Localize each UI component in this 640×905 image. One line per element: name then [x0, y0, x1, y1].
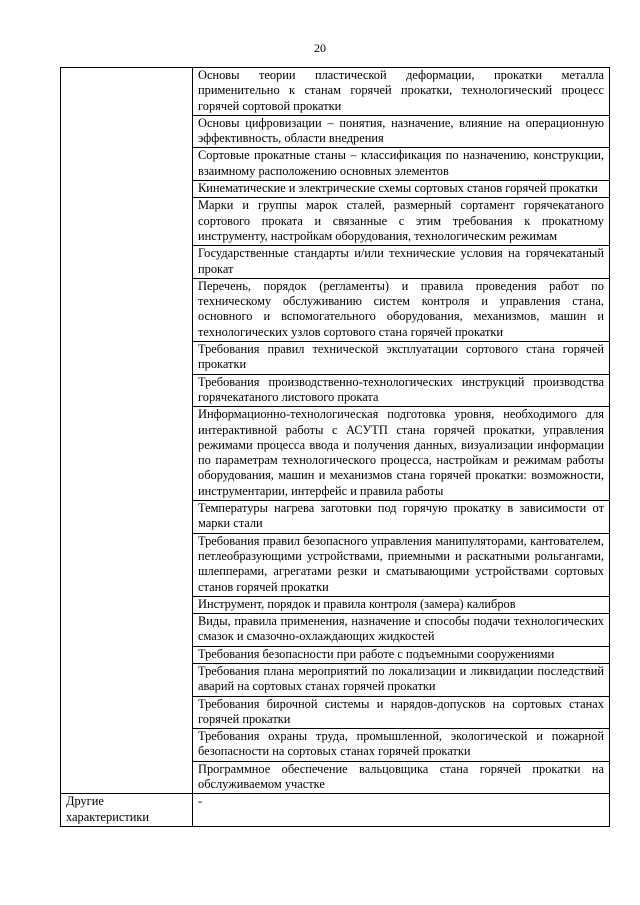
- knowledge-item: Перечень, порядок (регламенты) и правила проведения работ по техническому обслуживанию систем контроля и управления стана, основного и вспомогательного оборудования, механизмов, машин и технологических узлов сортового стана горячей прокатки: [193, 278, 610, 341]
- knowledge-item: Температуры нагрева заготовки под горячую прокатку в зависимости от марки стали: [193, 501, 610, 534]
- knowledge-item: Требования плана мероприятий по локализации и ликвидации последствий аварий на сортовых станах горячей прокатки: [193, 663, 610, 696]
- knowledge-item: Требования безопасности при работе с подъемными сооружениями: [193, 646, 610, 663]
- table-row: [61, 68, 610, 116]
- knowledge-item: Инструмент, порядок и правила контроля (замера) калибров: [193, 596, 610, 613]
- knowledge-table: [60, 67, 610, 827]
- knowledge-item: Виды, правила применения, назначение и способы подачи технологических смазок и смазочно-охлаждающих жидкостей: [193, 614, 610, 647]
- knowledge-item: Сортовые прокатные станы – классификация по назначению, конструкции, взаимному расположению основных элементов: [193, 148, 610, 181]
- table-row: [61, 794, 610, 827]
- other-characteristics-value: -: [193, 794, 610, 827]
- knowledge-item: Информационно-технологическая подготовка уровня, необходимого для интерактивной работы с АСУТП стана горячей прокатки, управления режимами процесса ввода и получения данных, визуализации информации по параметрам технологического процесса, настройкам и режимам работы оборудования, машин и механизмов стана горячей прокатки: возможности, инструментарии, интерфейс и правила работы: [193, 407, 610, 501]
- knowledge-item: Марки и группы марок сталей, размерный сортамент горячекатаного сортового проката и связанные с этим требования к прокатному инструменту, настройкам оборудования, технологическим режимам: [193, 198, 610, 246]
- knowledge-item: Требования производственно-технологических инструкций производства горячекатаного листового проката: [193, 374, 610, 407]
- section-label-cell: [61, 68, 193, 794]
- page-number: 20: [314, 41, 326, 55]
- knowledge-item: Кинематические и электрические схемы сортовых станов горячей прокатки: [193, 181, 610, 198]
- knowledge-item: Требования охраны труда, промышленной, экологической и пожарной безопасности на сортовых станах горячей прокатки: [193, 729, 610, 762]
- knowledge-item: Программное обеспечение вальцовщика стана горячей прокатки на обслуживаемом участке: [193, 761, 610, 794]
- knowledge-item: Государственные стандарты и/или технические условия на горячекатаный прокат: [193, 246, 610, 279]
- knowledge-item: Требования правил безопасного управления манипуляторами, кантователем, петлеобразующими устройствами, приемными и раскатными рольгангами, шлепперами, агрегатами резки и сматывающими устройствами сортовых станов горячей прокатки: [193, 533, 610, 596]
- knowledge-item: Требования правил технической эксплуатации сортового стана горячей прокатки: [193, 342, 610, 375]
- other-characteristics-label: Другие характеристики: [61, 794, 193, 827]
- knowledge-item: Основы цифровизации – понятия, назначение, влияние на операционную эффективность, области внедрения: [193, 115, 610, 148]
- knowledge-item: Требования бирочной системы и нарядов-допусков на сортовых станах горячей прокатки: [193, 696, 610, 729]
- knowledge-item: Основы теории пластической деформации, прокатки металла применительно к станам горячей прокатки, технологический процесс горячей сортовой прокатки: [193, 68, 610, 116]
